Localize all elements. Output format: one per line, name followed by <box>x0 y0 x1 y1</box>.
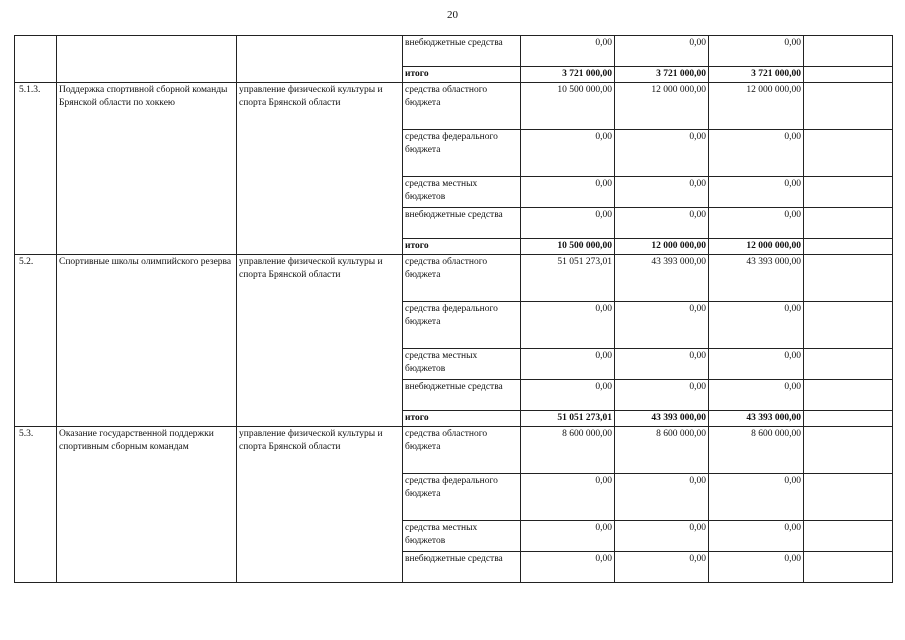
empty-cell <box>804 380 893 411</box>
total-value: 43 393 000,00 <box>709 411 804 427</box>
total-value: 3 721 000,00 <box>615 67 709 83</box>
value-cell: 43 393 000,00 <box>615 255 709 302</box>
source-cell: средства федерального бюджета <box>403 130 521 177</box>
value-cell: 12 000 000,00 <box>709 83 804 130</box>
source-cell: внебюджетные средства <box>403 36 521 67</box>
total-label: итого <box>403 67 521 83</box>
empty-cell <box>804 521 893 552</box>
empty-cell <box>804 427 893 474</box>
total-value: 43 393 000,00 <box>615 411 709 427</box>
code-cell <box>15 36 57 83</box>
value-cell: 0,00 <box>521 36 615 67</box>
total-value: 51 051 273,01 <box>521 411 615 427</box>
value-cell: 0,00 <box>709 552 804 583</box>
value-cell: 0,00 <box>709 474 804 521</box>
section-executor: управление физической культуры и спорта Брянской области <box>237 83 403 255</box>
section-code: 5.1.3. <box>15 83 57 255</box>
empty-cell <box>804 349 893 380</box>
value-cell: 0,00 <box>521 208 615 239</box>
empty-cell <box>804 302 893 349</box>
source-cell: средства областного бюджета <box>403 83 521 130</box>
value-cell: 8 600 000,00 <box>521 427 615 474</box>
empty-cell <box>804 67 893 83</box>
total-value: 3 721 000,00 <box>521 67 615 83</box>
value-cell: 8 600 000,00 <box>709 427 804 474</box>
value-cell: 0,00 <box>615 349 709 380</box>
value-cell: 0,00 <box>521 521 615 552</box>
empty-cell <box>804 239 893 255</box>
empty-cell <box>804 474 893 521</box>
total-label: итого <box>403 411 521 427</box>
source-cell: средства местных бюджетов <box>403 177 521 208</box>
table-body <box>15 36 893 583</box>
source-cell: внебюджетные средства <box>403 552 521 583</box>
value-cell: 0,00 <box>521 349 615 380</box>
value-cell: 0,00 <box>521 302 615 349</box>
value-cell: 0,00 <box>709 36 804 67</box>
table-row <box>15 255 893 302</box>
value-cell: 51 051 273,01 <box>521 255 615 302</box>
value-cell: 0,00 <box>521 130 615 177</box>
section-executor: управление физической культуры и спорта Брянской области <box>237 427 403 583</box>
section-executor: управление физической культуры и спорта Брянской области <box>237 255 403 427</box>
source-cell: средства федерального бюджета <box>403 474 521 521</box>
section-code: 5.2. <box>15 255 57 427</box>
value-cell: 12 000 000,00 <box>615 83 709 130</box>
source-cell: средства федерального бюджета <box>403 302 521 349</box>
table-row <box>15 427 893 474</box>
value-cell: 0,00 <box>709 130 804 177</box>
value-cell: 0,00 <box>521 380 615 411</box>
source-cell: средства областного бюджета <box>403 255 521 302</box>
executor-cell <box>237 36 403 83</box>
source-cell: внебюджетные средства <box>403 380 521 411</box>
value-cell: 0,00 <box>615 474 709 521</box>
value-cell: 0,00 <box>615 521 709 552</box>
total-label: итого <box>403 239 521 255</box>
source-cell: средства местных бюджетов <box>403 349 521 380</box>
value-cell: 0,00 <box>709 177 804 208</box>
empty-cell <box>804 83 893 130</box>
value-cell: 0,00 <box>709 349 804 380</box>
section-name: Поддержка спортивной сборной команды Брянской области по хоккею <box>57 83 237 255</box>
total-value: 3 721 000,00 <box>709 67 804 83</box>
value-cell: 0,00 <box>709 208 804 239</box>
table-row <box>15 36 893 67</box>
total-value: 10 500 000,00 <box>521 239 615 255</box>
value-cell: 8 600 000,00 <box>615 427 709 474</box>
name-cell <box>57 36 237 83</box>
value-cell: 0,00 <box>615 177 709 208</box>
empty-cell <box>804 36 893 67</box>
value-cell: 43 393 000,00 <box>709 255 804 302</box>
value-cell: 0,00 <box>615 552 709 583</box>
value-cell: 0,00 <box>521 177 615 208</box>
value-cell: 0,00 <box>615 208 709 239</box>
section-code: 5.3. <box>15 427 57 583</box>
value-cell: 0,00 <box>615 130 709 177</box>
total-value: 12 000 000,00 <box>709 239 804 255</box>
page-number: 20 <box>447 9 458 21</box>
empty-cell <box>804 255 893 302</box>
value-cell: 0,00 <box>709 302 804 349</box>
value-cell: 0,00 <box>615 36 709 67</box>
value-cell: 0,00 <box>615 380 709 411</box>
empty-cell <box>804 177 893 208</box>
value-cell: 0,00 <box>709 380 804 411</box>
value-cell: 0,00 <box>615 302 709 349</box>
table-row <box>15 83 893 130</box>
section-name: Оказание государственной поддержки спортивным сборным командам <box>57 427 237 583</box>
empty-cell <box>804 411 893 427</box>
value-cell: 10 500 000,00 <box>521 83 615 130</box>
total-value: 12 000 000,00 <box>615 239 709 255</box>
source-cell: средства областного бюджета <box>403 427 521 474</box>
section-name: Спортивные школы олимпийского резерва <box>57 255 237 427</box>
budget-table <box>14 35 893 583</box>
value-cell: 0,00 <box>709 521 804 552</box>
empty-cell <box>804 130 893 177</box>
empty-cell <box>804 208 893 239</box>
value-cell: 0,00 <box>521 552 615 583</box>
source-cell: внебюджетные средства <box>403 208 521 239</box>
source-cell: средства местных бюджетов <box>403 521 521 552</box>
value-cell: 0,00 <box>521 474 615 521</box>
empty-cell <box>804 552 893 583</box>
